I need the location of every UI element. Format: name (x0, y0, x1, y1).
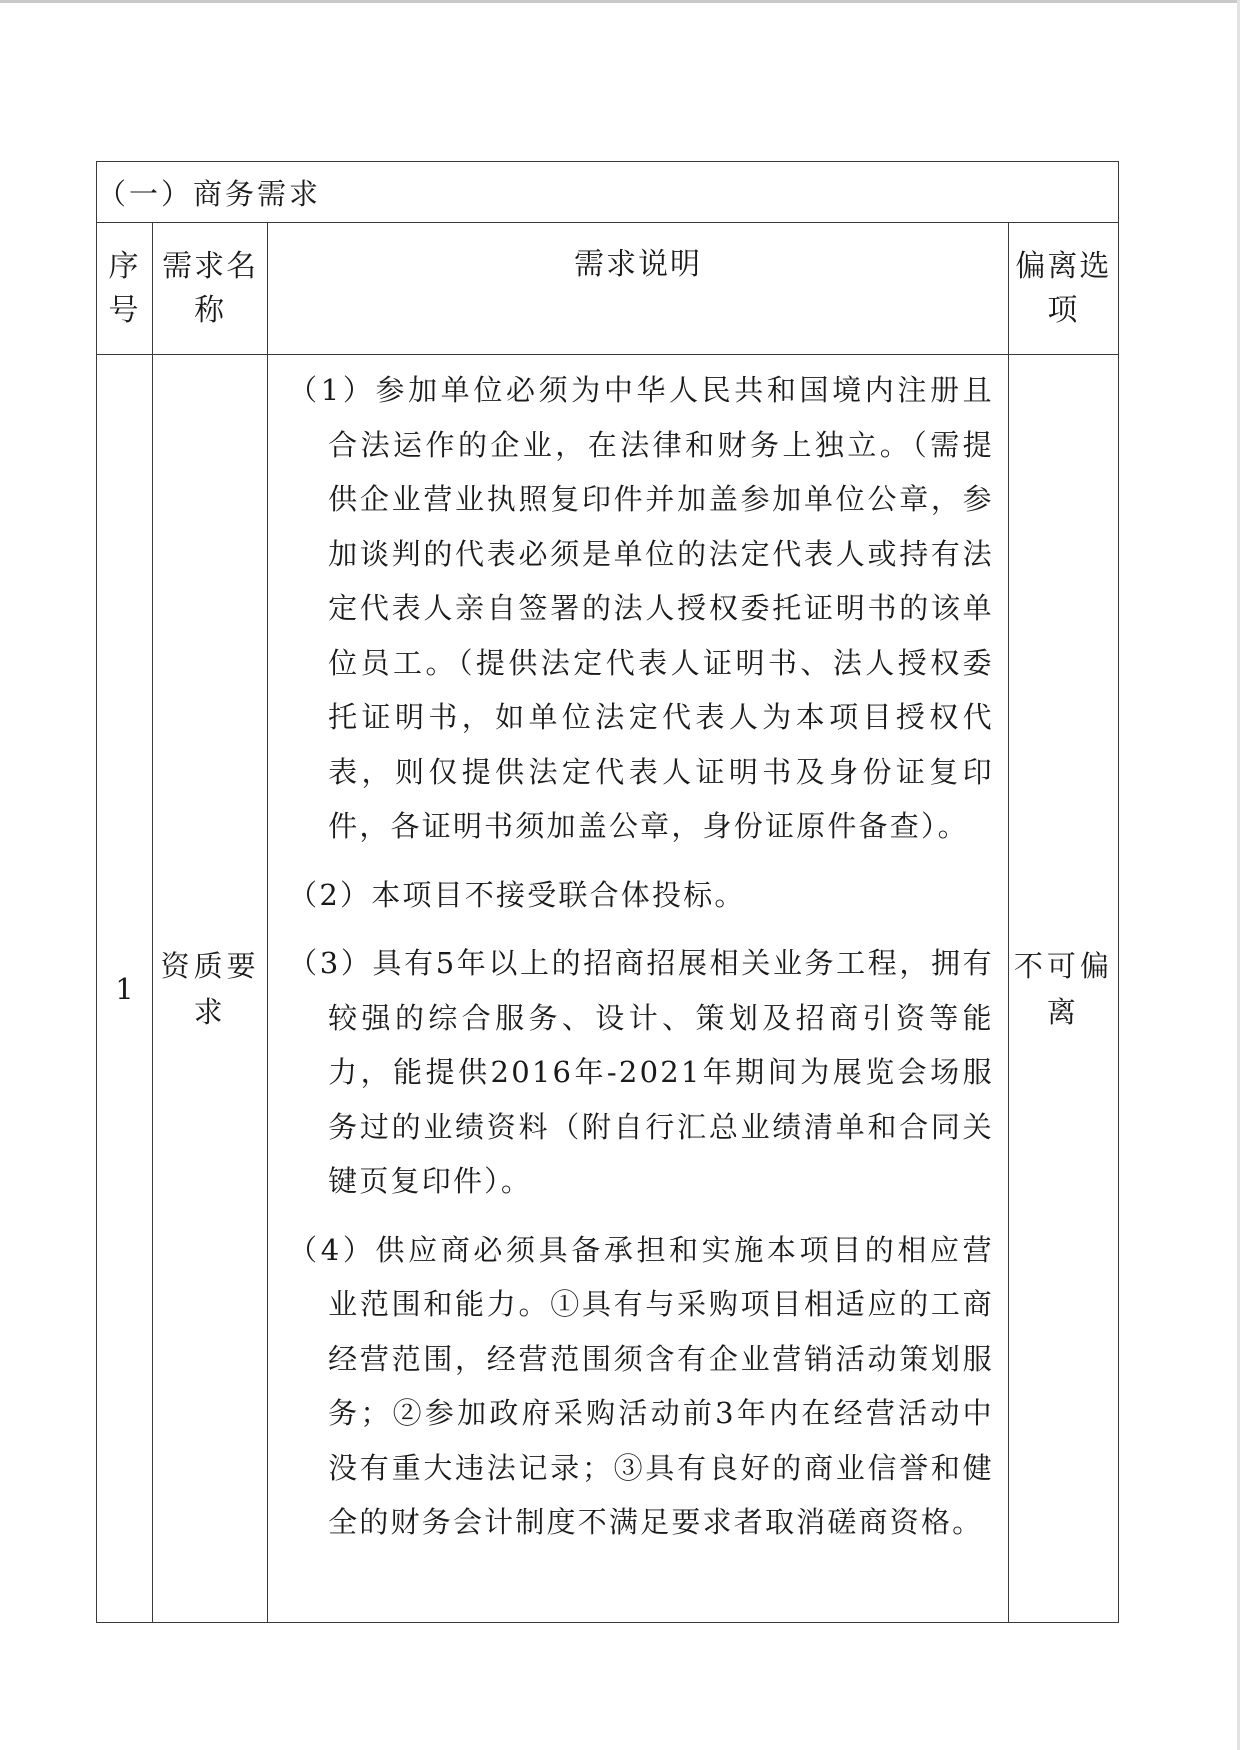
header-desc: 需求说明 (268, 223, 1009, 355)
requirement-item-3: （3）具有5年以上的招商招展相关业务工程，拥有较强的综合服务、设计、策划及招商引资等能力，能提供2016年-2021年期间为展览会场服务过的业绩资料（附自行汇总业绩清单和合同关键页复印件）。 (288, 946, 994, 1198)
page-top-edge (0, 0, 1240, 3)
requirement-item-2: （2）本项目不接受联合体投标。 (288, 877, 746, 912)
row-no: 1 (97, 355, 153, 1623)
requirements-table (96, 161, 1119, 1623)
header-no: 序号 (97, 223, 153, 355)
section-title-row (97, 162, 1119, 223)
header-row (97, 223, 1119, 355)
requirement-item-1: （1）参加单位必须为中华人民共和国境内注册且合法运作的企业，在法律和财务上独立。（需提供企业营业执照复印件并加盖参加单位公章，参加谈判的代表必须是单位的法定代表人或持有法定代表人亲自签署的法人授权委托证明书的该单位员工。（提供法定代表人证明书、法人授权委托证明书，如单位法定代表人为本项目授权代表，则仅提供法定代表人证明书及身份证复印件，各证明书须加盖公章，身份证原件备查）。 (288, 373, 994, 843)
row-desc (268, 355, 1009, 1623)
section-title: （一）商务需求 (97, 162, 1119, 223)
table-row (97, 355, 1119, 1623)
header-name: 需求名称 (153, 223, 268, 355)
row-name: 资质要求 (153, 355, 268, 1623)
header-deviation: 偏离选项 (1008, 223, 1118, 355)
requirement-item-4: （4）供应商必须具备承担和实施本项目的相应营业范围和能力。①具有与采购项目相适应的工商经营范围，经营范围须含有企业营销活动策划服务；②参加政府采购活动前3年内在经营活动中没有重大违法记录；③具有良好的商业信誉和健全的财务会计制度不满足要求者取消磋商资格。 (288, 1232, 994, 1539)
row-deviation: 不可偏离 (1008, 355, 1118, 1623)
